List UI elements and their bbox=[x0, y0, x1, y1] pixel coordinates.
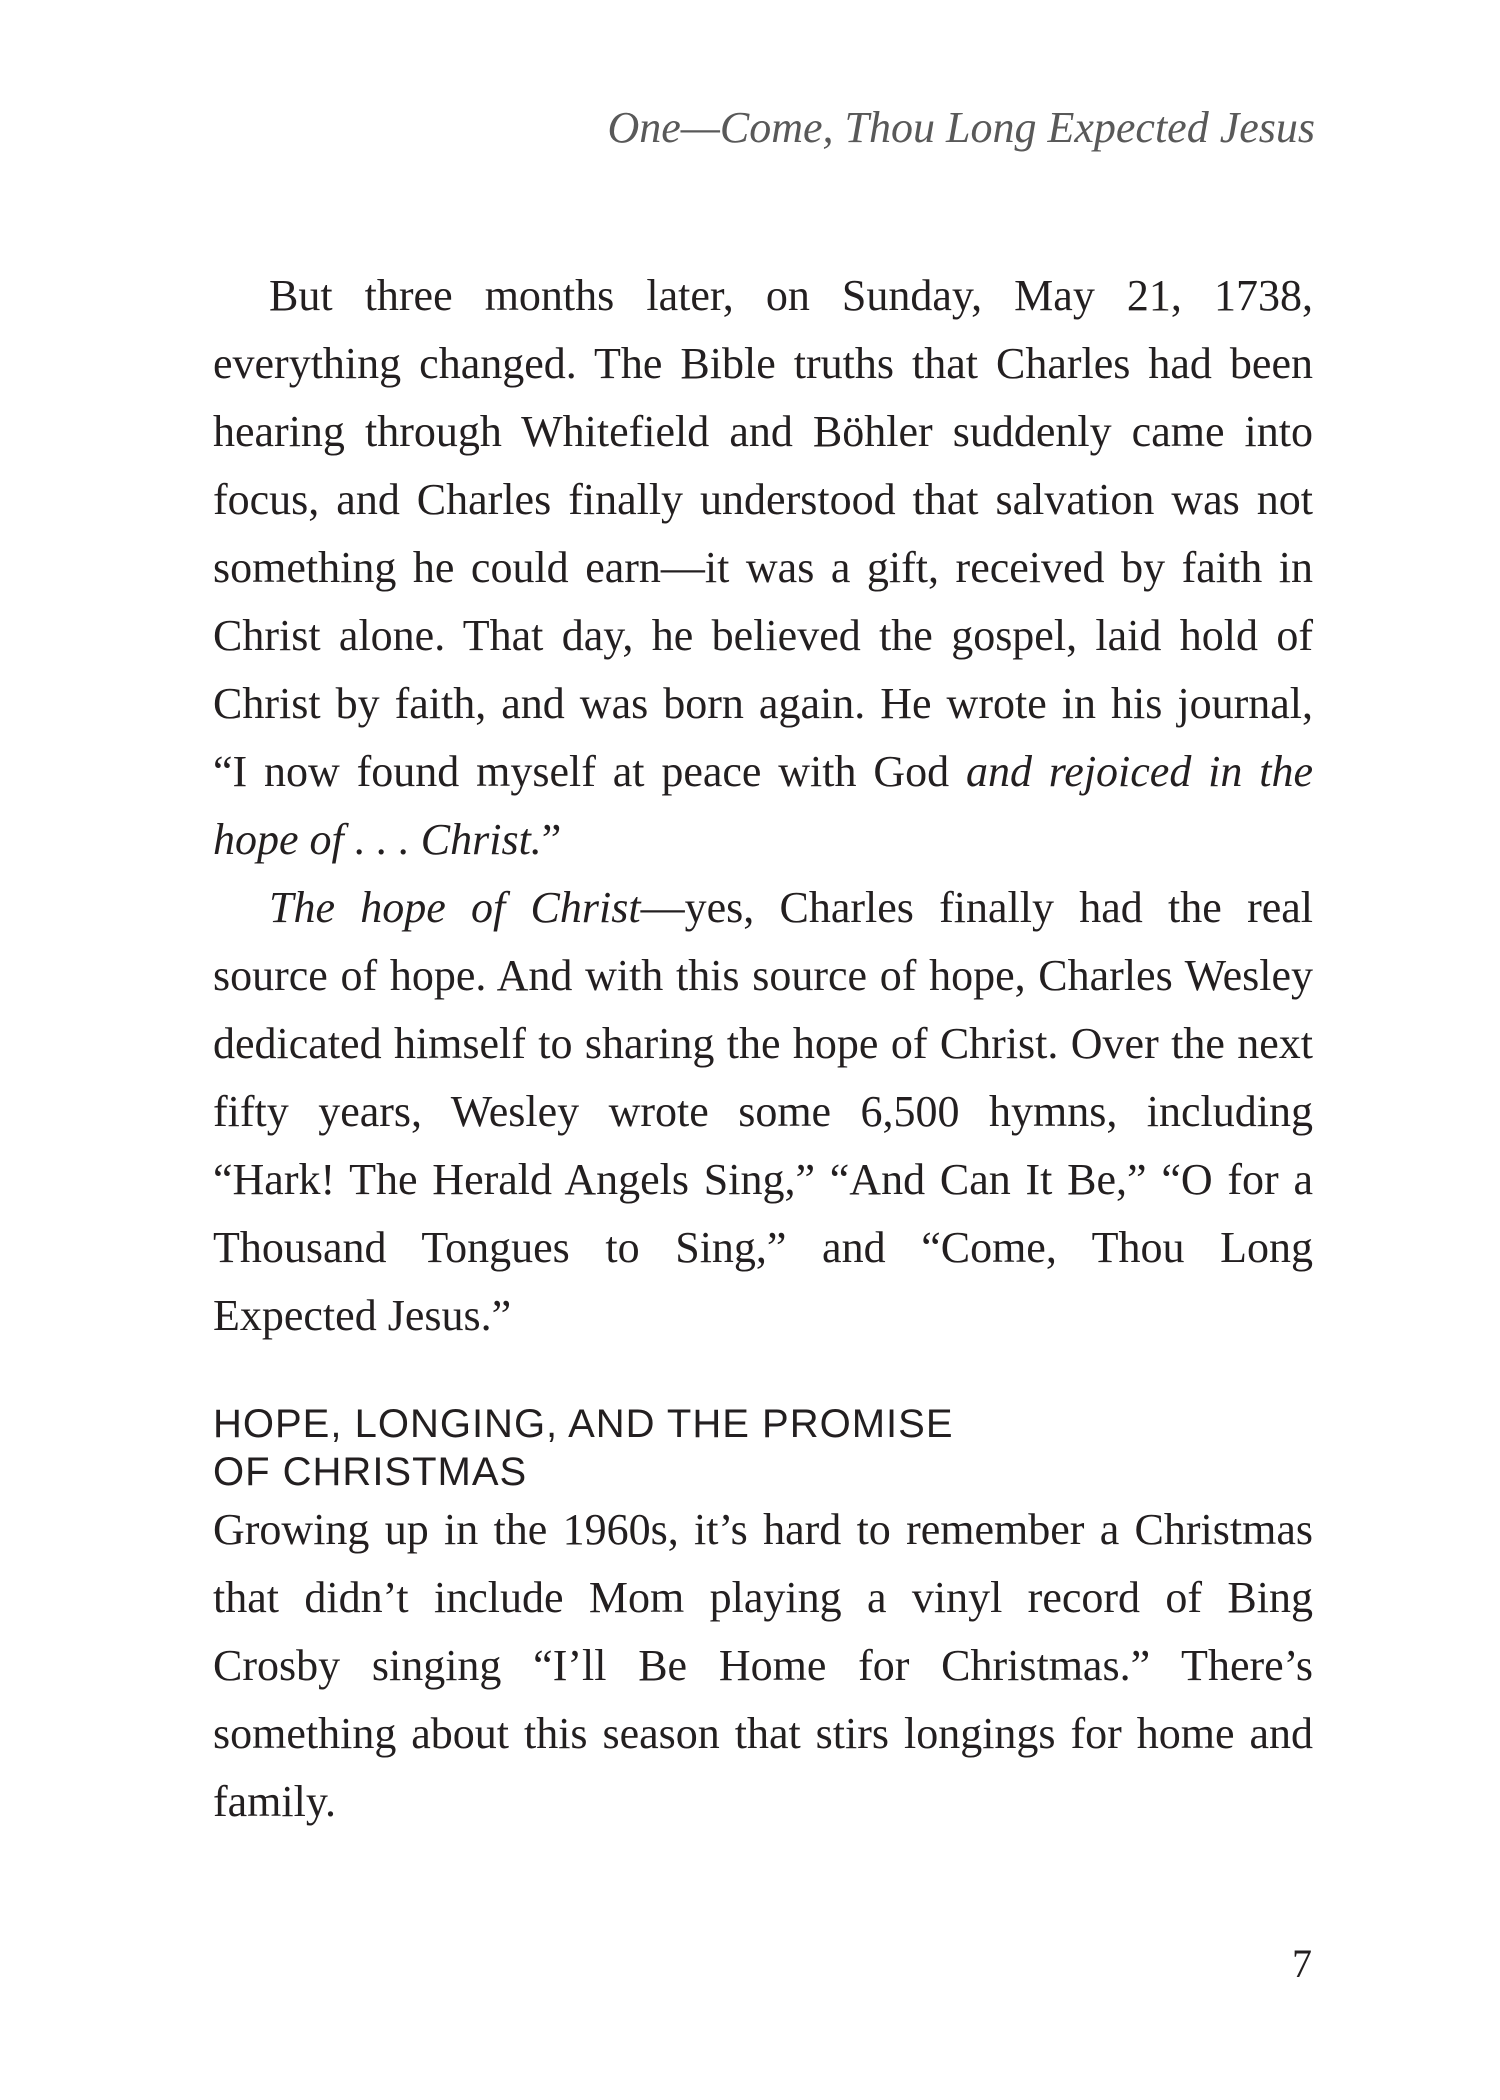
paragraph-conversion-italic: and rejoiced in the hope of . . . Christ. bbox=[213, 747, 1313, 864]
page-number: 7 bbox=[1292, 1941, 1312, 1986]
section-heading-line-1: HOPE, LONGING, AND THE PROMISE bbox=[213, 1402, 954, 1446]
paragraph-conversion bbox=[213, 262, 1313, 874]
section-heading-line-2: OF CHRISTMAS bbox=[213, 1450, 528, 1494]
paragraph-growing-up: Growing up in the 1960s, it’s hard to remember a Christmas that didn’t include Mom playing a vinyl record of Bing Crosby singing “I’ll Be Home for Christmas.” There’s something about this season that stirs longings for home and family. bbox=[213, 1505, 1313, 1826]
paragraph-hope-of-christ bbox=[213, 874, 1313, 1350]
paragraph-conversion-text: But three months later, on Sunday, May 21, 1738, everything changed. The Bible truths that Charles had been hearing through Whitefield and Böhler suddenly came into focus, and Charles finally understood that salvation was not something he could earn—it was a gift, received by faith in Christ alone. That day, he believed the gospel, laid hold of Christ by faith, and was born again. He wrote in his journal, “I now found myself at peace with God bbox=[213, 271, 1313, 796]
paragraph-conversion-close: ” bbox=[541, 815, 562, 864]
running-head: One—Come, Thou Long Expected Jesus bbox=[607, 103, 1315, 152]
paragraph-hope-italic: The hope of Christ bbox=[269, 883, 641, 932]
section-heading bbox=[213, 1400, 1113, 1496]
paragraph-hope-text: —yes, Charles finally had the real source of hope. And with this source of hope, Charles Wesley dedicated himself to sharing the hope of Christ. Over the next fifty years, Wesley wrote some 6,500 hymns, including “Hark! The Herald Angels Sing,” “And Can It Be,” “O for a Thousand Tongues to Sing,” and “Come, Thou Long Expected Jesus.” bbox=[213, 883, 1313, 1340]
body-text bbox=[213, 262, 1313, 1836]
